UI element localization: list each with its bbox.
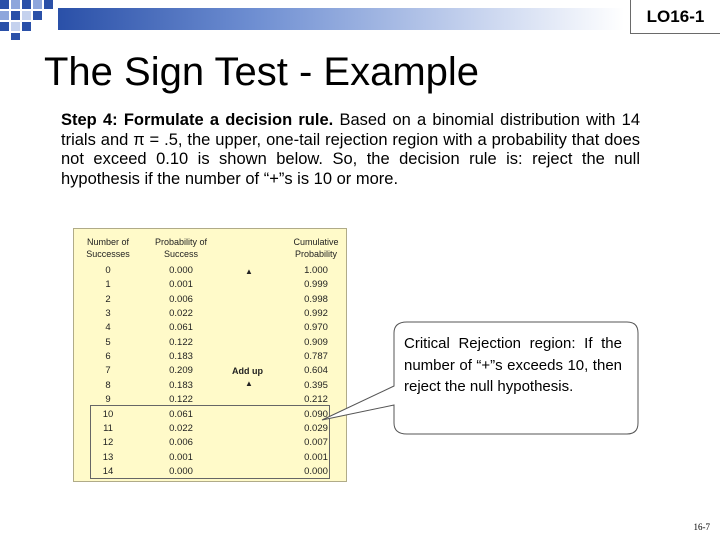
table-cell-p: 0.061 bbox=[169, 322, 193, 334]
table-cell-c: 0.787 bbox=[304, 351, 328, 363]
callout-text: Critical Rejection region: If the number of “+”s exceeds 10, then reject the null hypothesis. bbox=[404, 335, 622, 395]
table-cell-c: 0.604 bbox=[304, 365, 328, 377]
table-cell-c: 0.909 bbox=[304, 336, 328, 348]
table-cell-n: 8 bbox=[105, 379, 111, 391]
table-cell-n: 13 bbox=[102, 451, 114, 463]
table-cell-n: 5 bbox=[105, 336, 111, 348]
table-cell-p: 0.183 bbox=[169, 379, 193, 391]
table-cell-p: 0.001 bbox=[169, 451, 193, 463]
table-cell-n: 2 bbox=[105, 293, 111, 305]
table-cell-c: 0.970 bbox=[304, 322, 328, 334]
table-cell-c: 0.992 bbox=[304, 308, 328, 320]
step-body: Based on a binomial distribution with 14 trials and π = .5, the upper, one-tail rejection region with a probability that does not exceed 0.10 is shown below. So, the decision rule is: reject the null hypothesis if the number of “+”s is 10 or more. bbox=[61, 111, 640, 188]
table-cell-p: 0.209 bbox=[169, 365, 193, 377]
slide-title: The Sign Test - Example bbox=[44, 50, 480, 94]
table-cell-p: 0.001 bbox=[169, 279, 193, 291]
table-cell-n: 1 bbox=[105, 279, 111, 291]
header-successes: Number of Successes bbox=[86, 237, 130, 259]
table-cell-c: 0.998 bbox=[304, 293, 328, 305]
table-cell-n: 12 bbox=[102, 437, 114, 449]
table-cell-c: 0.001 bbox=[304, 451, 328, 463]
page-number: 16-7 bbox=[693, 522, 710, 532]
add-up-label: Add up bbox=[232, 366, 263, 376]
table-cell-n: 9 bbox=[105, 394, 111, 406]
arrow-up-icon: ▲ bbox=[245, 379, 253, 388]
header-probability: Probability of Success bbox=[154, 237, 208, 259]
table-cell-p: 0.183 bbox=[169, 351, 193, 363]
table-cell-p: 0.122 bbox=[169, 336, 193, 348]
table-cell-n: 6 bbox=[105, 351, 111, 363]
table-cell-c: 0.999 bbox=[304, 279, 328, 291]
table-cell-p: 0.000 bbox=[169, 465, 193, 477]
table-cell-c: 0.007 bbox=[304, 437, 328, 449]
table-cell-c: 0.395 bbox=[304, 379, 328, 391]
table-cell-c: 1.000 bbox=[304, 265, 328, 276]
table-cell-n: 10 bbox=[102, 408, 114, 420]
table-cell-p: 0.122 bbox=[169, 394, 193, 406]
table-cell-p: 0.022 bbox=[169, 422, 193, 434]
header-cumulative: Cumulative Probability bbox=[293, 237, 339, 259]
table-cell-c: 0.000 bbox=[304, 465, 328, 477]
table-cell-p: 0.000 bbox=[169, 265, 193, 276]
table-cell-c: 0.212 bbox=[304, 394, 328, 406]
table-cell-n: 14 bbox=[102, 465, 114, 477]
table-cell-p: 0.006 bbox=[169, 437, 193, 449]
table-cell-p: 0.006 bbox=[169, 293, 193, 305]
table-cell-n: 11 bbox=[103, 422, 113, 434]
table-cell-n: 4 bbox=[105, 322, 111, 334]
table-cell-c: 0.090 bbox=[304, 408, 328, 420]
table-cell-n: 7 bbox=[105, 365, 111, 377]
step-lead: Step 4: Formulate a decision rule. bbox=[61, 111, 334, 129]
learning-objective-label: LO16-1 bbox=[630, 0, 720, 34]
table-cell-p: 0.022 bbox=[169, 308, 193, 320]
table-cell-n: 3 bbox=[105, 308, 111, 320]
table-cell-c: 0.029 bbox=[304, 422, 328, 434]
arrow-up-icon: ▲ bbox=[245, 267, 253, 276]
table-cell-n: 0 bbox=[105, 265, 111, 276]
table-cell-p: 0.061 bbox=[169, 408, 193, 420]
